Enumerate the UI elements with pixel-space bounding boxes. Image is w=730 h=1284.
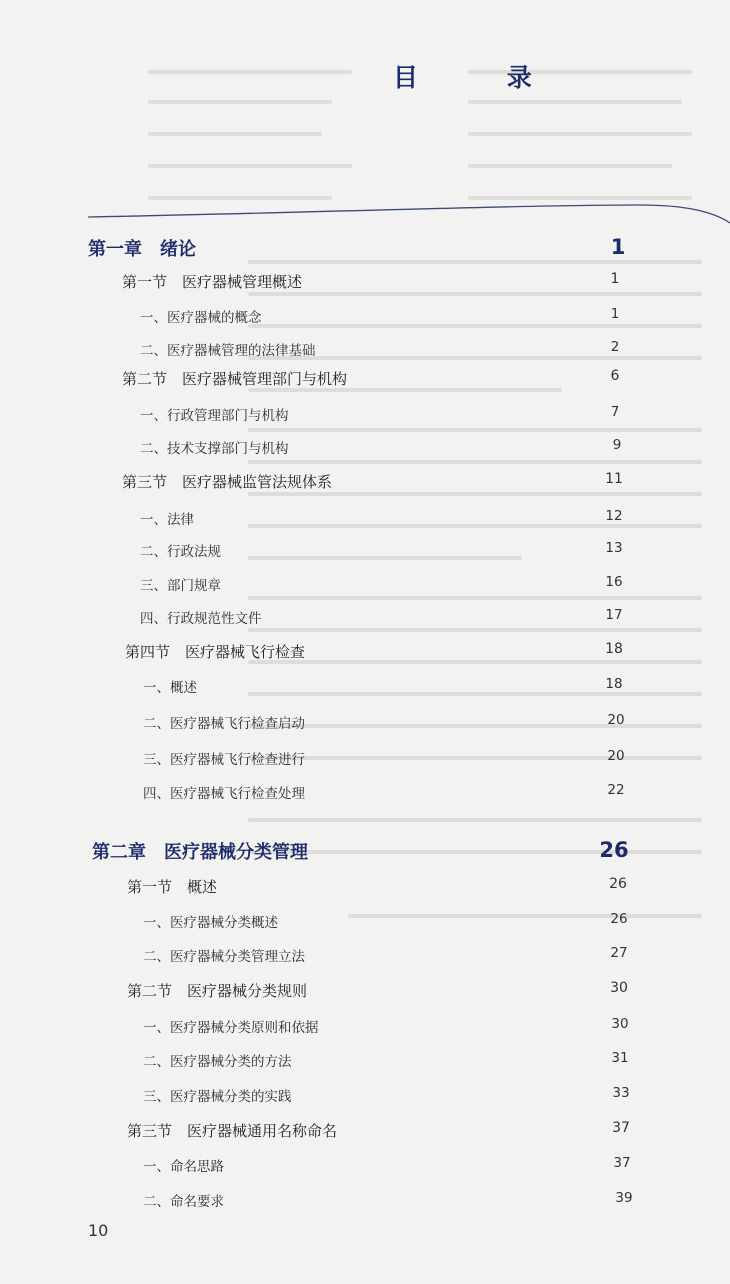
toc-chapter-label: 第一章 绪论: [88, 239, 196, 260]
toc-page-number: 18: [605, 676, 623, 692]
toc-page-number: 2: [610, 339, 620, 355]
toc-section-label: 第二节 医疗器械管理部门与机构: [122, 370, 348, 388]
toc-subsection-label: 二、技术支撑部门与机构: [140, 441, 289, 457]
toc-subsection-label: 一、医疗器械的概念: [140, 310, 262, 326]
page-folio: 10: [88, 1221, 109, 1240]
toc-page-number: 1: [610, 271, 620, 287]
toc-section-label: 第三节 医疗器械监管法规体系: [122, 473, 333, 491]
toc-page-number: 18: [605, 641, 623, 657]
toc-subsection-label: 三、医疗器械分类的实践: [143, 1089, 292, 1105]
toc-page-number: 16: [605, 574, 623, 590]
toc-page-number: 30: [611, 1016, 629, 1032]
toc-chapter-label: 第二章 医疗器械分类管理: [92, 842, 308, 863]
toc-page-number: 6: [610, 368, 620, 384]
toc-page-number: 20: [607, 748, 625, 764]
toc-section-label: 第二节 医疗器械分类规则: [127, 982, 308, 1000]
toc-page-number: 12: [605, 508, 623, 524]
toc-page-number: 11: [605, 471, 623, 487]
toc-subsection-label: 三、部门规章: [140, 578, 221, 594]
toc-subsection-label: 二、医疗器械管理的法律基础: [140, 343, 316, 359]
toc-page-number: 9: [612, 437, 622, 453]
toc-page-number: 39: [615, 1190, 633, 1206]
toc-subsection-label: 二、行政法规: [140, 544, 221, 560]
toc-subsection-label: 三、医疗器械飞行检查进行: [143, 752, 305, 768]
toc-page-number: 26: [599, 838, 629, 862]
toc-page-number: 37: [613, 1155, 631, 1171]
toc-page-number: 13: [605, 540, 623, 556]
toc-page-number: 1: [610, 235, 626, 259]
toc-title: 目 录: [393, 63, 572, 92]
toc-subsection-label: 一、概述: [143, 680, 197, 696]
toc-subsection-label: 一、医疗器械分类概述: [143, 915, 278, 931]
toc-page-number: 7: [610, 404, 620, 420]
toc-subsection-label: 二、命名要求: [143, 1194, 224, 1210]
toc-page-number: 17: [605, 607, 623, 623]
toc-section-label: 第四节 医疗器械飞行检查: [125, 643, 306, 661]
toc-section-label: 第一节 概述: [127, 878, 218, 896]
toc-page-number: 20: [607, 712, 625, 728]
toc-subsection-label: 四、医疗器械飞行检查处理: [143, 786, 305, 802]
toc-section-label: 第三节 医疗器械通用名称命名: [127, 1122, 338, 1140]
toc-page-number: 22: [607, 782, 625, 798]
toc-page-number: 31: [611, 1050, 629, 1066]
toc-page-number: 33: [612, 1085, 630, 1101]
toc-subsection-label: 一、行政管理部门与机构: [140, 408, 289, 424]
toc-page-number: 27: [610, 945, 628, 961]
toc-page-number: 26: [609, 876, 627, 892]
toc-page-number: 26: [610, 911, 628, 927]
toc-subsection-label: 二、医疗器械分类的方法: [143, 1054, 292, 1070]
toc-subsection-label: 一、命名思路: [143, 1159, 224, 1175]
toc-subsection-label: 一、医疗器械分类原则和依据: [143, 1020, 319, 1036]
toc-page-number: 37: [612, 1120, 630, 1136]
toc-subsection-label: 一、法律: [140, 512, 194, 528]
toc-subsection-label: 四、行政规范性文件: [140, 611, 262, 627]
toc-section-label: 第一节 医疗器械管理概述: [122, 273, 303, 291]
toc-page-number: 30: [610, 980, 628, 996]
toc-subsection-label: 二、医疗器械分类管理立法: [143, 949, 305, 965]
toc-subsection-label: 二、医疗器械飞行检查启动: [143, 716, 305, 732]
toc-page-number: 1: [610, 306, 620, 322]
